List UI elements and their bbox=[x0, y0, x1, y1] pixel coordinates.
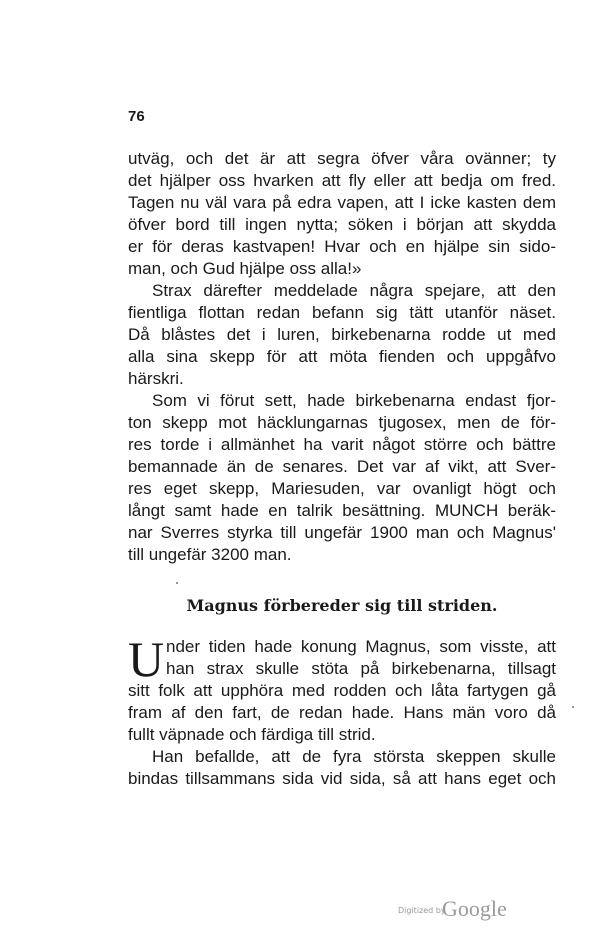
text-line: Då blåstes det i luren, birkebenarna rodde ut med bbox=[128, 325, 556, 344]
text-line: res eget skepp, Mariesuden, var ovanligt högt och bbox=[128, 479, 556, 498]
text-line: bindas tillsammans sida vid sida, så att hans eget och bbox=[128, 769, 556, 788]
text-line: sitt folk att upphöra med rodden och låta fartygen gå bbox=[128, 681, 556, 700]
google-watermark: Google bbox=[442, 896, 507, 921]
text-line: öfver bord till ingen nytta; söken i början att skydda bbox=[128, 215, 556, 234]
text-line: härskri. bbox=[128, 369, 184, 388]
text-line: res torde i allmänhet ha varit något större och bättre bbox=[128, 435, 556, 454]
drop-cap: U bbox=[128, 631, 165, 687]
text-line: långt samt hade en talrik besättning. MUNCH beräk- bbox=[128, 501, 556, 520]
text-line: nar Sverres styrka till ungefär 1900 man och Magnus' bbox=[128, 523, 556, 542]
page-number: 76 bbox=[128, 108, 145, 125]
text-line: han strax skulle stöta på birkebenarna, tillsagt bbox=[166, 659, 556, 678]
scan-speck bbox=[176, 582, 178, 584]
text-line: er för deras kastvapen! Hvar och en hjälpe sin sido- bbox=[128, 237, 556, 256]
text-line: fientliga flottan redan befann sig tätt utanför näset. bbox=[128, 303, 556, 322]
text-line: Tagen nu väl vara på edra vapen, att I icke kasten dem bbox=[128, 193, 556, 212]
text-line: Han befallde, att de fyra största skeppen skulle bbox=[152, 747, 556, 766]
digitized-by-label: Digitized by bbox=[398, 906, 446, 915]
text-line: Som vi förut sett, hade birkebenarna endast fjor- bbox=[152, 391, 556, 410]
text-line: utväg, och det är att segra öfver våra ovänner; ty bbox=[128, 149, 556, 168]
text-line: nder tiden hade konung Magnus, som visste, att bbox=[166, 637, 556, 656]
section-heading: Magnus förbereder sig till striden. bbox=[186, 596, 498, 615]
text-line: alla sina skepp för att möta fienden och uppgåfvo bbox=[128, 347, 556, 366]
text-line: ton skepp mot häcklungarnas tjugosex, men de för- bbox=[128, 413, 556, 432]
text-line: bemannade än de senares. Det var af vikt, att Sver- bbox=[128, 457, 556, 476]
text-line: det hjälper oss hvarken att fly eller att bedja om fred. bbox=[128, 171, 556, 190]
scan-speck bbox=[572, 706, 574, 708]
text-line: fullt väpnade och färdiga till strid. bbox=[128, 725, 376, 744]
text-line: fram af den fart, de redan hade. Hans män voro då bbox=[128, 703, 556, 722]
text-line: till ungefär 3200 man. bbox=[128, 545, 292, 564]
text-line: Strax därefter meddelade några spejare, att den bbox=[152, 281, 556, 300]
text-line: man, och Gud hjälpe oss alla!» bbox=[128, 259, 362, 278]
